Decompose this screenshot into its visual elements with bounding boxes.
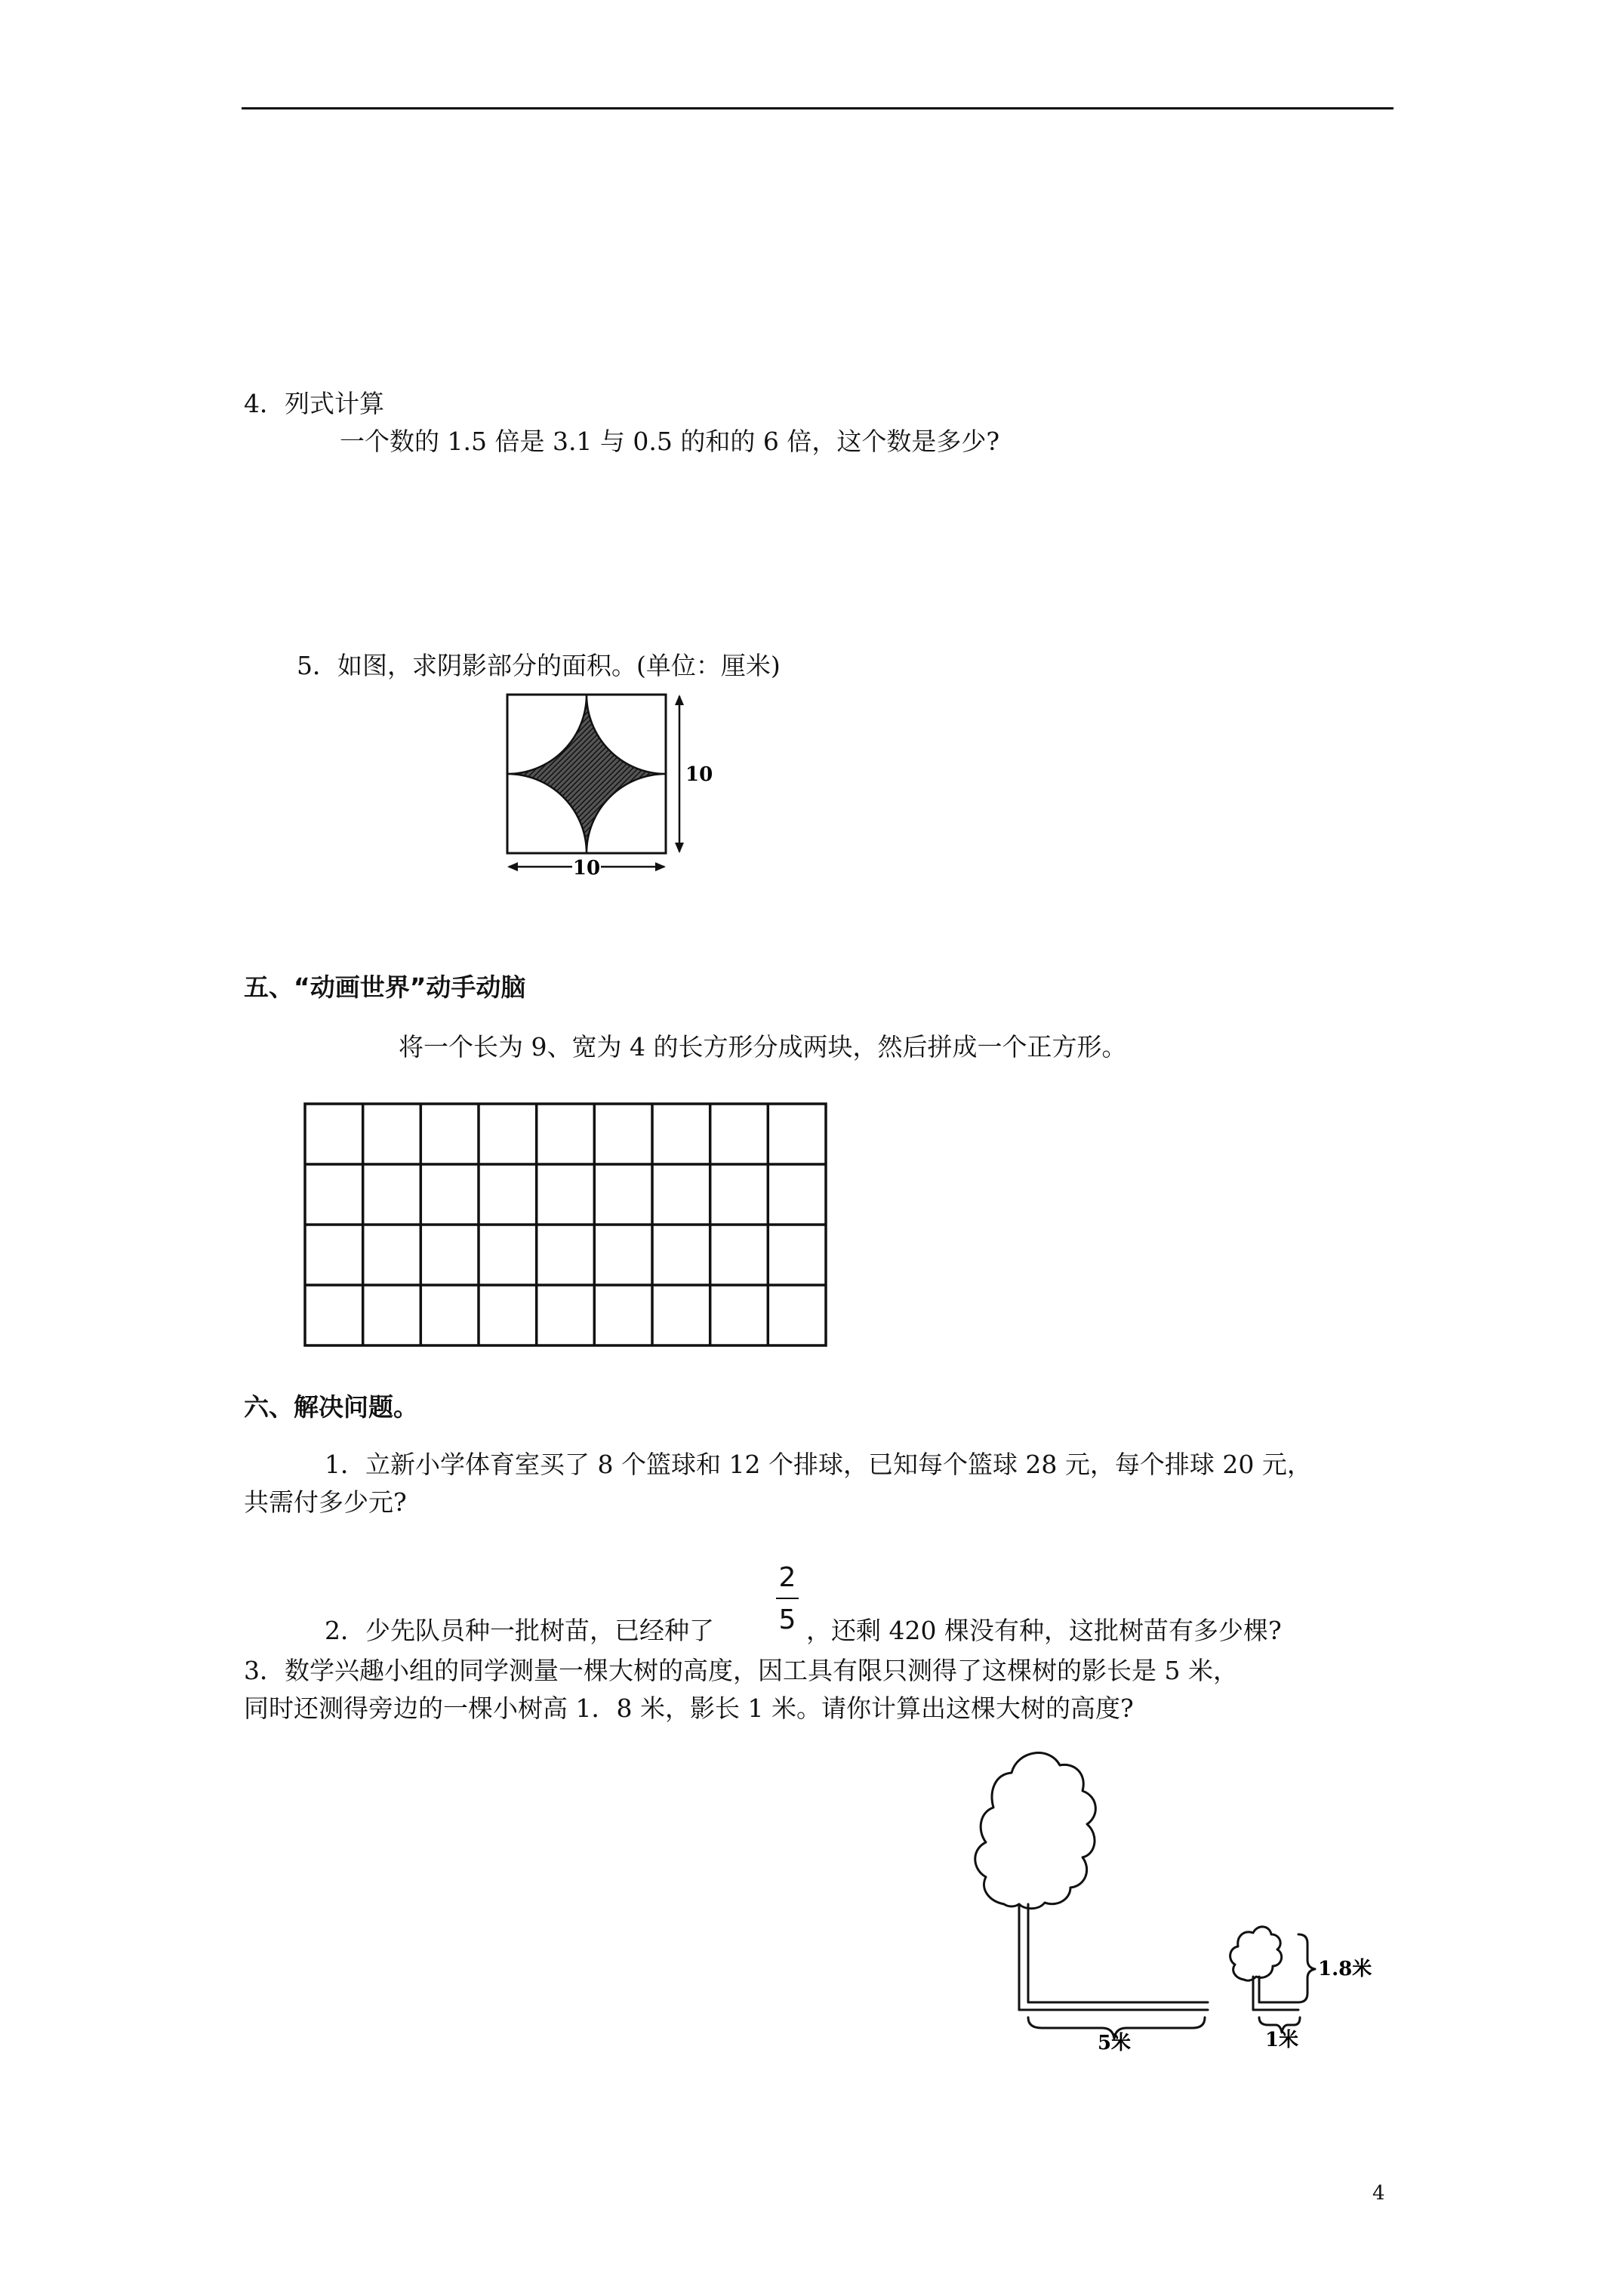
right-side-label: 10 (685, 763, 713, 786)
fraction-numerator: 2 (778, 1562, 796, 1593)
fraction-denominator: 5 (778, 1604, 796, 1635)
q3-line1: 3．数学兴趣小组的同学测量一棵大树的高度，因工具有限只测得了这棵树的影长是 5 米， (244, 1656, 1238, 1685)
big-shadow-label: 5米 (1097, 2032, 1132, 2054)
bottom-side-label: 10 (572, 857, 601, 880)
q3-line2: 同时还测得旁边的一棵小树高 1．8 米，影长 1 米。请你计算出这棵大树的高度? (244, 1693, 1134, 1723)
small-height-label: 1.8米 (1318, 1958, 1372, 1980)
section6-heading: 六、解决问题。 (244, 1392, 418, 1422)
q2-fraction (775, 1563, 800, 1635)
small-tree-crown (1230, 1927, 1282, 1980)
section5-text: 将一个长为 9、宽为 4 的长方形分成两块，然后拼成一个正方形。 (399, 1032, 1127, 1062)
q4-text: 一个数的 1.5 倍是 3.1 与 0.5 的和的 6 倍，这个数是多少? (340, 427, 1000, 456)
q2-text-after: ，还剩 420 棵没有种，这批树苗有多少棵? (806, 1616, 1282, 1645)
page-number: 4 (1372, 2182, 1385, 2205)
q2-text-before: 2．少先队员种一批树苗，已经种了 (325, 1616, 714, 1645)
rectangle-grid (302, 1101, 830, 1350)
q4-title: 4．列式计算 (244, 389, 384, 418)
small-shadow-label: 1米 (1264, 2029, 1299, 2051)
header-rule (242, 107, 1394, 109)
q5-text: 5．如图，求阴影部分的面积。(单位：厘米) (297, 651, 781, 680)
trees-shadow-figure (944, 1729, 1397, 2054)
q1-line1: 1．立新小学体育室买了 8 个篮球和 12 个排球，已知每个篮球 28 元，每个排球 20 元， (325, 1450, 1312, 1479)
q1-line2: 共需付多少元? (244, 1487, 407, 1517)
section5-heading: 五、“动画世界”动手动脑 (244, 972, 526, 1002)
big-tree-crown (975, 1753, 1096, 1909)
shaded-area-figure (498, 689, 713, 882)
